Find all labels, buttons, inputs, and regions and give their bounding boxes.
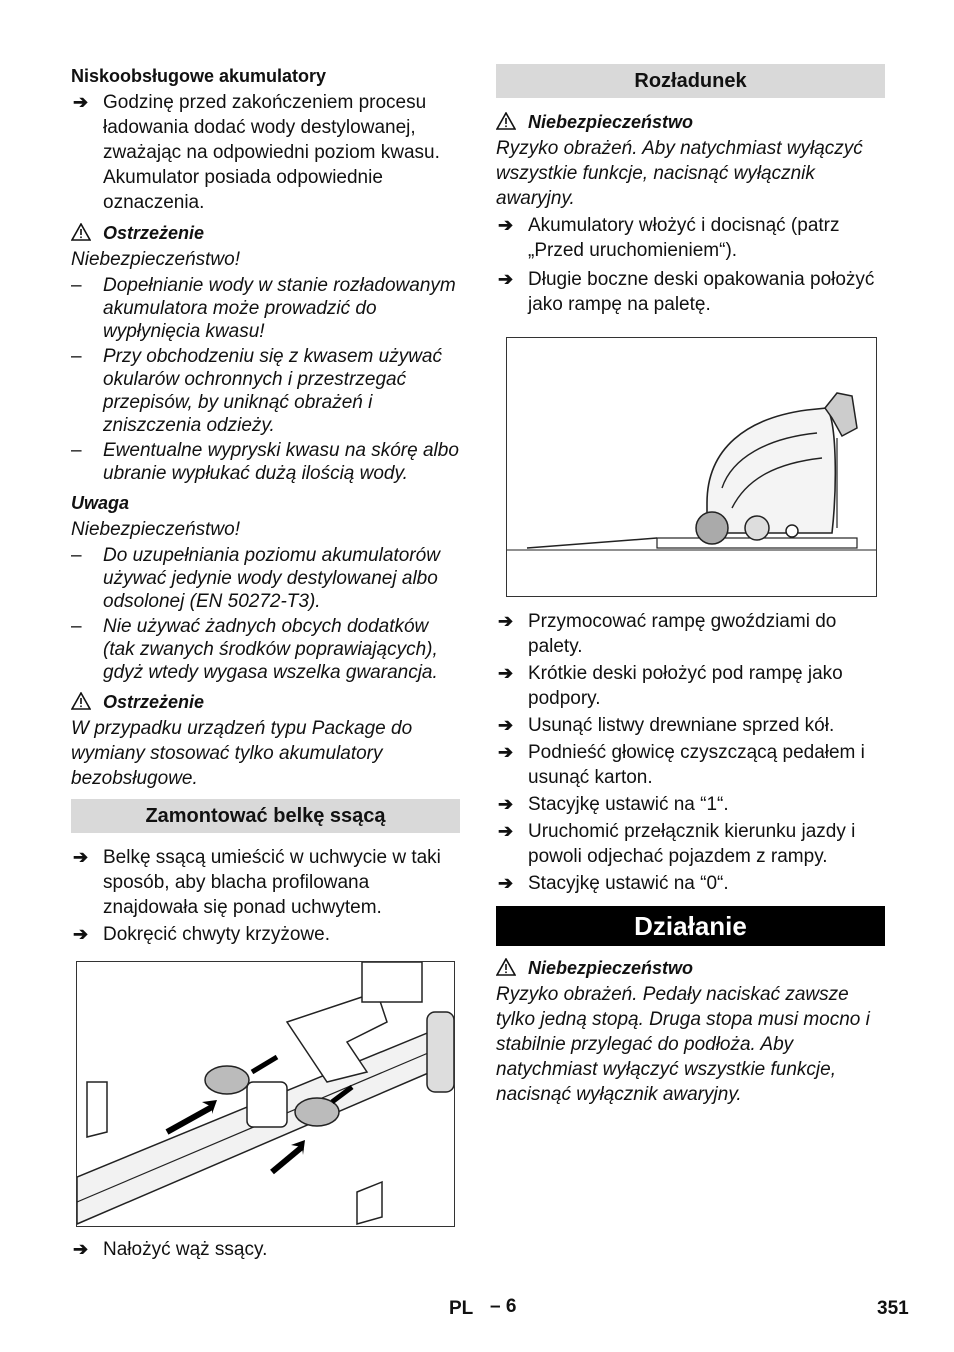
warning-title: Ostrzeżenie — [71, 221, 460, 245]
arrow-icon: ➔ — [498, 873, 514, 893]
left-column — [71, 62, 460, 1262]
instruction-item: ➔ Przymocować rampę gwoździami do palety. — [498, 611, 837, 657]
note-text: Niebezpieczeństwo! — [71, 519, 240, 540]
warning-triangle-icon — [496, 112, 516, 136]
warning-list-item: – Ewentualne wypryski kwasu na skórę albo ubranie wypłukać dużą ilością wody. — [71, 440, 459, 484]
danger-text: Ryzyko obrażeń. Aby natychmiast wyłączyć wszystkie funkcje, nacisnąć wyłącznik awaryjny. — [496, 138, 863, 209]
chapter-title-operation: Działanie — [496, 906, 885, 946]
instruction-item: ➔ Usunąć listwy drewniane sprzed kół. — [498, 715, 835, 736]
warning-text: Niebezpieczeństwo! — [71, 249, 240, 270]
instruction-item: ➔ Belkę ssącą umieścić w uchwycie w taki sposób, aby blacha profilowana znajdowała się ponad uchwytem. — [73, 847, 441, 918]
arrow-icon: ➔ — [73, 847, 89, 867]
page-number: 351 — [877, 1298, 909, 1319]
danger-text: Ryzyko obrażeń. Pedały naciskać zawsze tylko jedną stopą. Druga stopa musi mocno i stabilnie przylegać do podłoża. Aby natychmiast wyłączyć wszystkie funkcje, nacisnąć wyłącznik awaryjny. — [496, 984, 870, 1105]
danger-title: Niebezpieczeństwo — [496, 956, 885, 980]
warning-list-item: – Przy obchodzeniu się z kwasem używać okularów ochronnych i przestrzegać przepisów, by uniknąć obrażeń i zniszczenia odzieży. — [71, 346, 442, 436]
footer-language: PL — [449, 1298, 474, 1319]
warning-text: W przypadku urządzeń typu Package do wymiany stosować tylko akumulatory bezobsługowe. — [71, 718, 413, 789]
instruction-item: ➔ Godzinę przed zakończeniem procesu ładowania dodać wody destylowanej, zważając na odpowiedni poziom kwasu. Akumulator posiada odpowiednie oznaczenia. — [73, 92, 440, 213]
danger-title: Niebezpieczeństwo — [496, 110, 885, 134]
arrow-icon: ➔ — [498, 269, 514, 289]
arrow-icon: ➔ — [498, 663, 514, 683]
warning-triangle-icon — [71, 223, 91, 247]
section-title-squeegee: Zamontować belkę ssącą — [71, 799, 460, 833]
arrow-icon: ➔ — [498, 742, 514, 762]
instruction-item: ➔ Nałożyć wąż ssący. — [73, 1239, 268, 1260]
warning-triangle-icon — [496, 958, 516, 982]
instruction-item: ➔ Dokręcić chwyty krzyżowe. — [73, 924, 330, 945]
arrow-icon: ➔ — [73, 92, 89, 112]
note-list-item: – Do uzupełniania poziomu akumulatorów używać jedynie wody destylowanej albo odsolonej (EN 50272-T3). — [71, 545, 440, 612]
right-column — [496, 62, 885, 1109]
warning-list-item: – Dopełnianie wody w stanie rozładowanym akumulatora może prowadzić do wypłynięcia kwasu! — [71, 275, 456, 342]
section-title-unloading: Rozładunek — [496, 64, 885, 98]
footer-section-page: – 6 — [490, 1296, 517, 1317]
machine-ramp-illustration — [506, 337, 877, 597]
instruction-item: ➔ Stacyjkę ustawić na “1“. — [498, 794, 729, 815]
instruction-item: ➔ Akumulatory włożyć i docisnąć (patrz „Przed uruchomieniem“). — [498, 215, 840, 261]
heading-batteries: Niskoobsługowe akumulatory — [71, 66, 327, 86]
note-list-item: – Nie używać żadnych obcych dodatków (tak zwanych środków poprawiających), gdyż wtedy wygasa wszelka gwarancja. — [71, 616, 438, 683]
arrow-icon: ➔ — [498, 611, 514, 631]
instruction-item: ➔ Uruchomić przełącznik kierunku jazdy i powoli odjechać pojazdem z rampy. — [498, 821, 856, 867]
arrow-icon: ➔ — [73, 924, 89, 944]
arrow-icon: ➔ — [498, 821, 514, 841]
instruction-item: ➔ Krótkie deski położyć pod rampę jako podpory. — [498, 663, 843, 709]
instruction-item: ➔ Długie boczne deski opakowania położyć jako rampę na paletę. — [498, 269, 875, 315]
instruction-item: ➔ Stacyjkę ustawić na “0“. — [498, 873, 729, 894]
arrow-icon: ➔ — [498, 715, 514, 735]
arrow-icon: ➔ — [498, 215, 514, 235]
squeegee-illustration — [76, 961, 455, 1227]
instruction-item: ➔ Podnieść głowicę czyszczącą pedałem i usunąć karton. — [498, 742, 865, 788]
warning-triangle-icon — [71, 692, 91, 716]
warning-title: Ostrzeżenie — [71, 690, 460, 714]
arrow-icon: ➔ — [498, 794, 514, 814]
note-title: Uwaga — [71, 493, 130, 513]
arrow-icon: ➔ — [73, 1239, 89, 1259]
